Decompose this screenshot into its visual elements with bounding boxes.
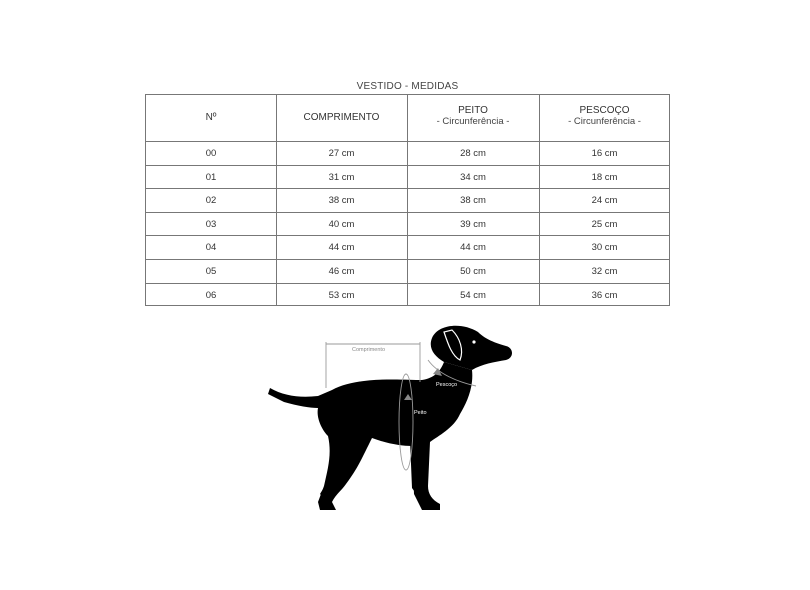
table-cell: 36 cm — [591, 289, 618, 301]
table-cell: 54 cm — [460, 289, 486, 301]
table-title: VESTIDO - MEDIDAS — [356, 81, 459, 92]
header-pescoco-sub: - Circunferência - — [568, 116, 641, 127]
header-peito-sub: - Circunferência - — [436, 116, 510, 127]
table-cell: 38 cm — [460, 195, 486, 207]
table-cell: 05 — [205, 266, 217, 277]
table-cell: 01 — [205, 171, 217, 183]
table-cell: 27 cm — [328, 148, 355, 159]
table-cell: 39 cm — [460, 218, 486, 230]
table-cell: 00 — [205, 148, 217, 159]
table-cell: 46 cm — [328, 266, 355, 277]
table-cell: 30 cm — [591, 242, 618, 254]
table-cell: 02 — [205, 195, 217, 207]
header-peito — [407, 105, 539, 127]
table-cell: 40 cm — [328, 218, 355, 230]
size-table — [145, 94, 670, 306]
table-cell: 53 cm — [328, 289, 355, 301]
table-row-divider — [146, 165, 669, 166]
label-peito: Peito — [414, 410, 427, 416]
header-peito-label: PEITO — [458, 105, 488, 116]
table-cell: 44 cm — [328, 242, 355, 254]
table-cell: 06 — [205, 289, 217, 301]
table-row-divider — [146, 188, 669, 189]
label-comprimento: Comprimento — [352, 347, 386, 353]
eye-icon — [472, 340, 475, 343]
table-cell: 31 cm — [328, 171, 355, 183]
table-cell: 44 cm — [460, 242, 486, 254]
table-cell: 16 cm — [591, 148, 618, 159]
header-no: Nº — [205, 112, 217, 123]
label-pescoco: Pescoço — [436, 382, 458, 388]
table-row-divider — [146, 235, 669, 236]
header-pescoco — [539, 105, 670, 127]
table-cell: 38 cm — [328, 195, 355, 207]
table-cell: 18 cm — [591, 171, 618, 183]
table-row-divider — [146, 283, 669, 284]
header-comprimento: COMPRIMENTO — [303, 112, 380, 123]
table-cell: 03 — [205, 218, 217, 230]
dog-silhouette — [268, 326, 512, 510]
table-cell: 25 cm — [591, 218, 618, 230]
table-row-divider — [146, 141, 669, 142]
table-cell: 28 cm — [460, 148, 486, 159]
table-cell: 04 — [205, 242, 217, 254]
table-cell: 32 cm — [591, 266, 618, 277]
table-cell: 50 cm — [460, 266, 486, 277]
table-cell: 34 cm — [460, 171, 486, 183]
header-pescoco-label: PESCOÇO — [579, 105, 630, 116]
table-row-divider — [146, 259, 669, 260]
table-row-divider — [146, 212, 669, 213]
table-cell: 24 cm — [591, 195, 618, 207]
dog-diagram — [262, 318, 522, 518]
